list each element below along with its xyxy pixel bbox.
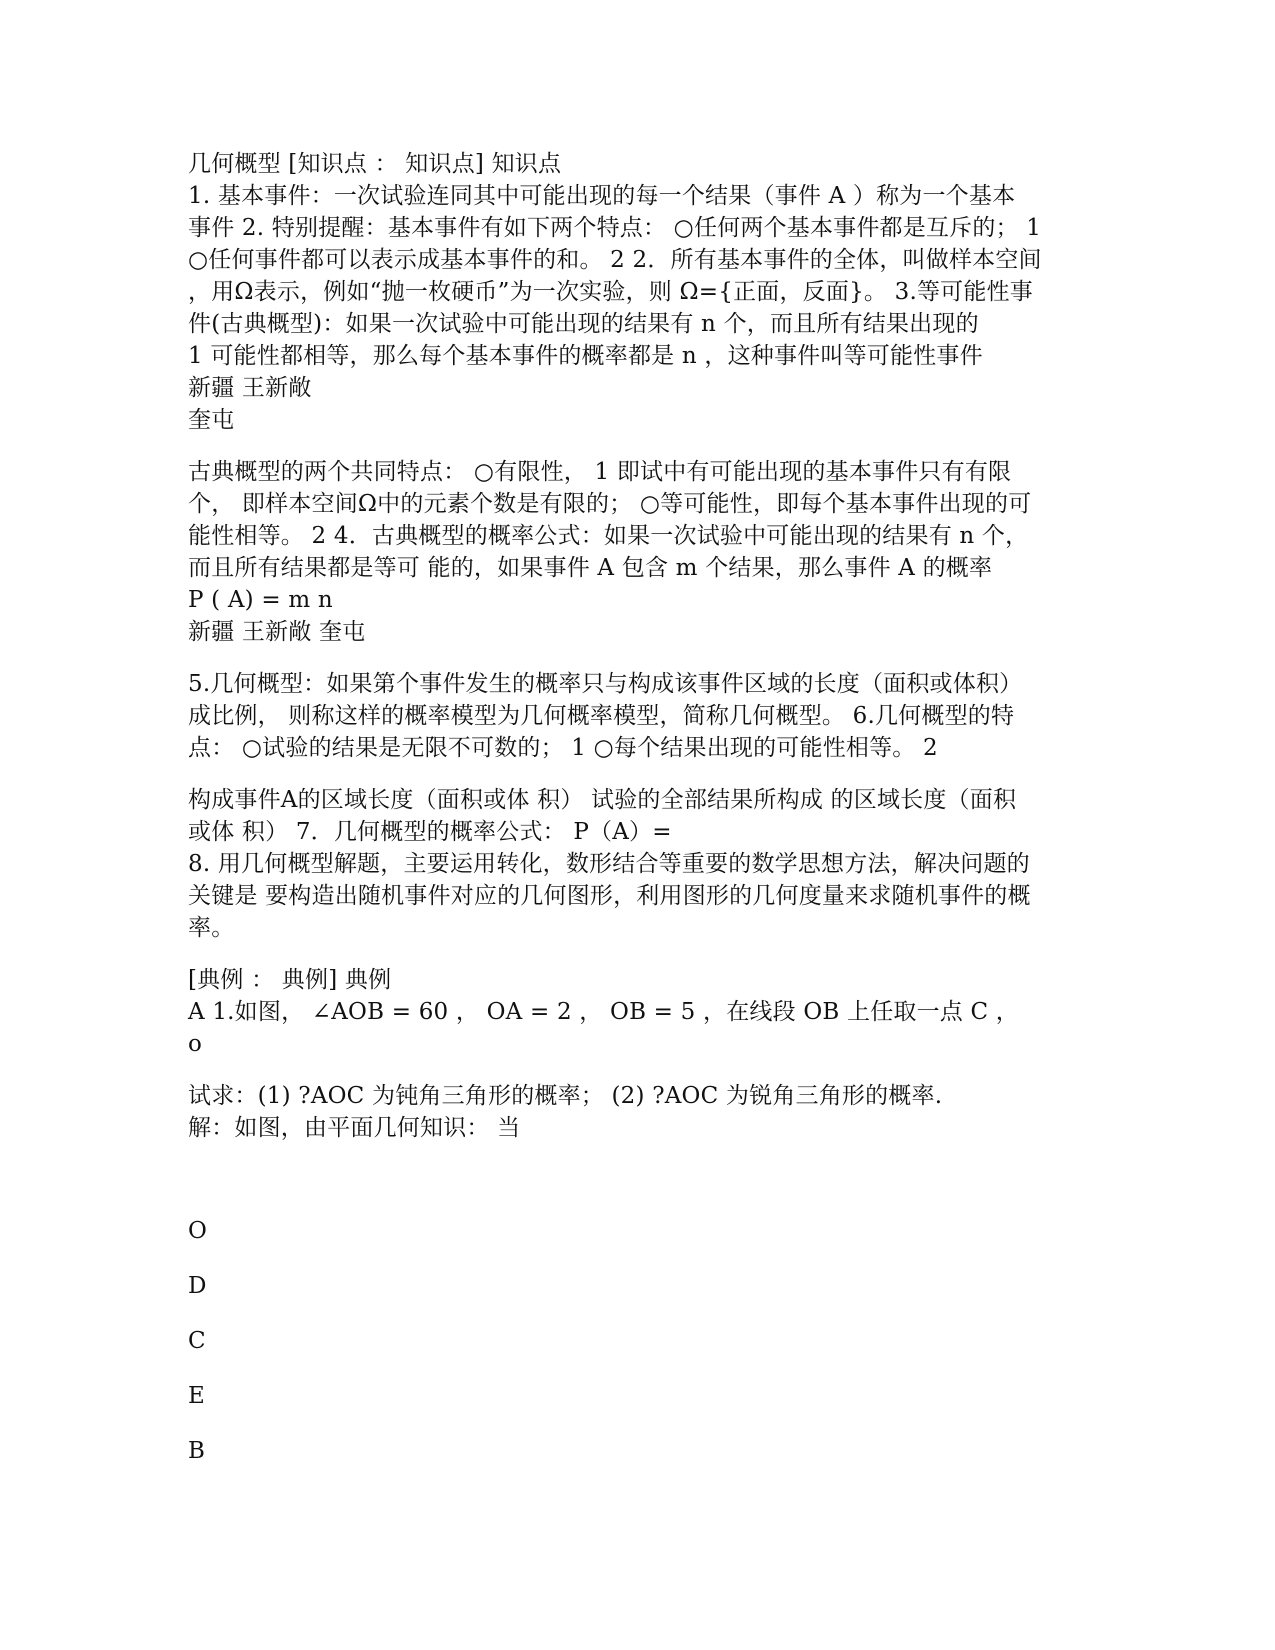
- figure-label-o: O: [188, 1218, 207, 1244]
- text-line: 关键是 要构造出随机事件对应的几何图形，利用图形的几何度量来求随机事件的概: [188, 883, 1031, 909]
- text-line: 1. 基本事件：一次试验连同其中可能出现的每一个结果（事件 A ）称为一个基本: [188, 183, 1016, 209]
- geometric-model-block: [188, 668, 1108, 764]
- text-line: 构成事件A的区域长度（面积或体 积） 试验的全部结果所构成 的区域长度（面积: [188, 787, 1017, 813]
- watermark-line: 新疆 王新敞 奎屯: [188, 619, 366, 645]
- text-line: 5.几何概型：如果第个事件发生的概率只与构成该事件区域的长度（面积或体积）: [188, 671, 1023, 697]
- question-block: [188, 1080, 1108, 1144]
- text-line: 而且所有结果都是等可 能的，如果事件 A 包含 m 个结果，那么事件 A 的概率: [188, 555, 993, 581]
- text-line: ，用Ω表示，例如“抛一枚硬币”为一次实验，则 Ω={正面，反面}。 3.等可能性事: [188, 279, 1033, 305]
- formula-line: P ( A) = m n: [188, 587, 333, 613]
- example-block: [188, 964, 1108, 1060]
- text-line: 古典概型的两个共同特点： ○有限性， 1 即试中有可能出现的基本事件只有有限: [188, 459, 1012, 485]
- figure-labels: [188, 1218, 248, 1518]
- figure-label-d: D: [188, 1273, 207, 1299]
- watermark-line: 奎屯: [188, 407, 235, 433]
- text-line: 或体 积） 7．几何概型的概率公式： P（A）=: [188, 819, 672, 845]
- text-line: 点： ○试验的结果是无限不可数的； 1 ○每个结果出现的可能性相等。 2: [188, 735, 938, 761]
- watermark-line: 新疆 王新敞: [188, 375, 312, 401]
- text-line: 成比例， 则称这样的概率模型为几何概率模型，简称几何概型。 6.几何概型的特: [188, 703, 1015, 729]
- text-line: 个， 即样本空间Ω中的元素个数是有限的； ○等可能性，即每个基本事件出现的可: [188, 491, 1032, 517]
- spacer: [188, 944, 1108, 964]
- text-line: 试求：(1) ?AOC 为钝角三角形的概率； (2) ?AOC 为锐角三角形的概率.: [188, 1083, 943, 1109]
- spacer: [188, 1060, 1108, 1080]
- geometric-formula-block: [188, 784, 1108, 944]
- knowledge-block: [188, 148, 1108, 436]
- text-line: 解：如图，由平面几何知识： 当: [188, 1115, 521, 1141]
- text-line: 件(古典概型)：如果一次试验中可能出现的结果有 n 个，而且所有结果出现的: [188, 311, 979, 337]
- text-line: 几何概型 [知识点 ： 知识点] 知识点: [188, 151, 562, 177]
- figure-label-e: E: [188, 1383, 205, 1409]
- figure-label-b: B: [188, 1438, 205, 1464]
- spacer: [188, 436, 1108, 456]
- text-line: ○任何事件都可以表示成基本事件的和。 2 2．所有基本事件的全体，叫做样本空间: [188, 247, 1042, 273]
- text-line: 1 可能性都相等，那么每个基本事件的概率都是 n ，这种事件叫等可能性事件: [188, 343, 983, 369]
- spacer: [188, 648, 1108, 668]
- document-body: [188, 148, 1108, 1144]
- spacer: [188, 764, 1108, 784]
- text-line: 8. 用几何概型解题，主要运用转化，数形结合等重要的数学思想方法，解决问题的: [188, 851, 1030, 877]
- text-line: 事件 2. 特别提醒：基本事件有如下两个特点： ○任何两个基本事件都是互斥的； 1: [188, 215, 1042, 241]
- text-line: A 1.如图， ∠AOB = 60 ， OA = 2 ， OB = 5 ，在线段 OB 上任取一点 C ，: [188, 999, 1020, 1025]
- section-heading: [典例 ： 典例] 典例: [188, 967, 392, 993]
- text-line: 能性相等。 2 4．古典概型的概率公式：如果一次试验中可能出现的结果有 n 个，: [188, 523, 1029, 549]
- text-line: 率。: [188, 915, 235, 941]
- classical-model-block: [188, 456, 1108, 648]
- text-line: o: [188, 1031, 203, 1057]
- figure-label-c: C: [188, 1328, 206, 1354]
